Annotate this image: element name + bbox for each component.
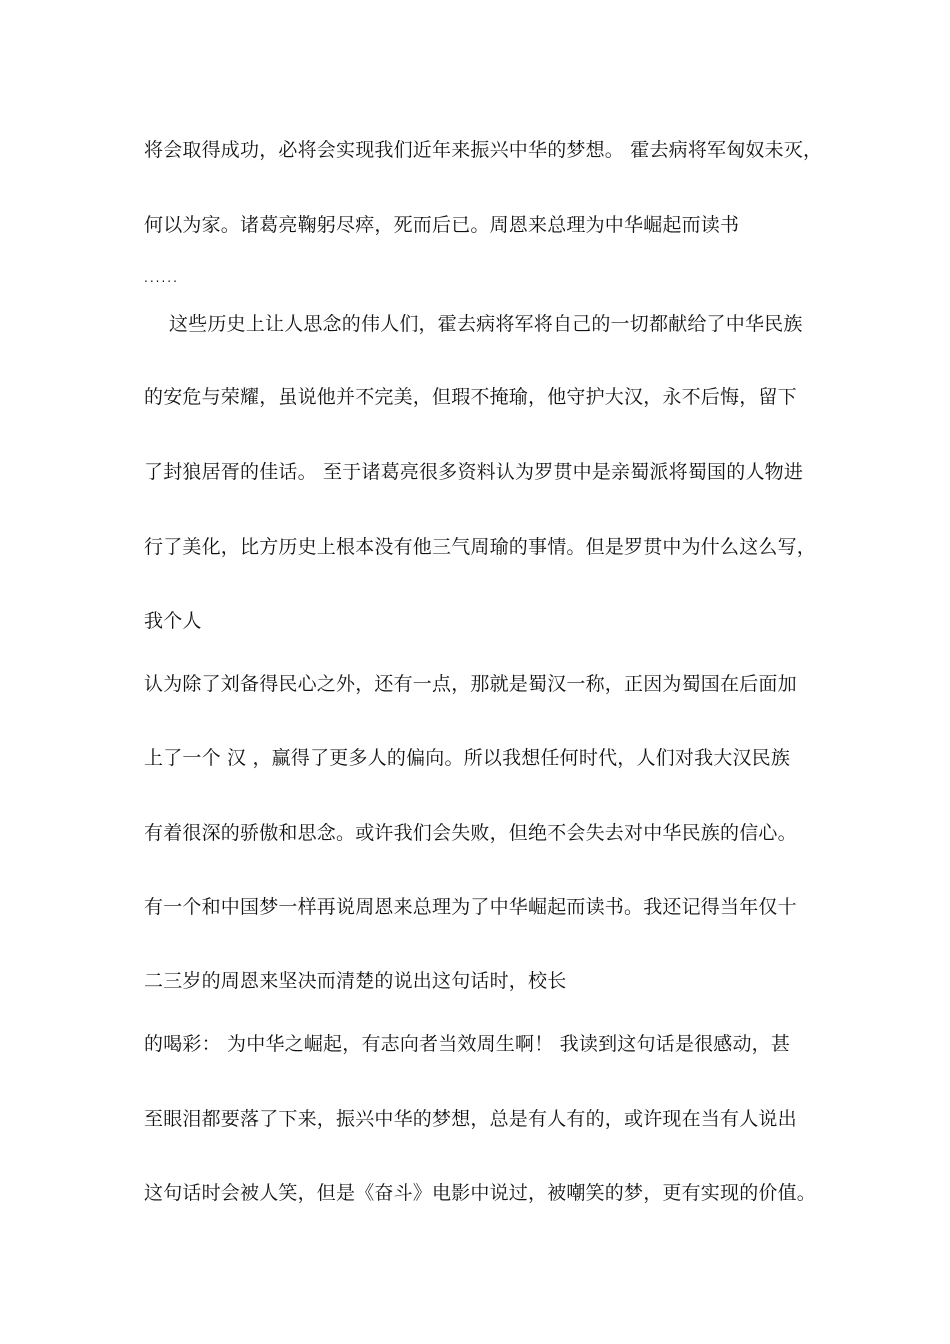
text-line-1: 将会取得成功，必将会实现我们近年来振兴中华的梦想。 霍去病将军匈奴未灭，	[144, 139, 823, 161]
text-line-16: 这句话时会被人笑，但是《奋斗》电影中说过，被嘲笑的梦，更有实现的价值。	[144, 1182, 817, 1204]
paragraph-start-line: 这些历史上让人思念的伟人们，霍去病将军将自己的一切都献给了中华民族	[144, 313, 803, 335]
text-line-5: 的安危与荣耀，虽说他并不完美，但瑕不掩瑜，他守护大汉，永不后悔，留下	[144, 386, 797, 408]
ellipsis-line: ......	[144, 271, 179, 285]
text-line-11: 有着很深的骄傲和思念。或许我们会失败，但绝不会失去对中华民族的信心。	[144, 822, 797, 844]
text-line-12: 有一个和中国梦一样再说周恩来总理为了中华崛起而读书。我还记得当年仅十	[144, 896, 797, 918]
text-line-9: 认为除了刘备得民心之外，还有一点，那就是蜀汉一称，正因为蜀国在后面加	[144, 673, 797, 695]
text-line-10: 上了一个 汉 ，赢得了更多人的偏向。所以我想任何时代，人们对我大汉民族	[144, 747, 791, 769]
text-line-8: 我个人	[144, 610, 202, 632]
text-line-7: 行了美化，比方历史上根本没有他三气周瑜的事情。但是罗贯中为什么这么写，	[144, 536, 817, 558]
text-line-13: 二三岁的周恩来坚决而清楚的说出这句话时，校长	[144, 970, 567, 992]
text-line-6: 了封狼居胥的佳话。 至于诸葛亮很多资料认为罗贯中是亲蜀派将蜀国的人物进	[144, 461, 804, 483]
text-line-15: 至眼泪都要落了下来，振兴中华的梦想，总是有人有的，或许现在当有人说出	[144, 1108, 797, 1130]
text-line-2: 何以为家。诸葛亮鞠躬尽瘁，死而后已。周恩来总理为中华崛起而读书	[144, 214, 740, 236]
text-line-14: 的喝彩： 为中华之崛起，有志向者当效周生啊！ 我读到这句话是很感动，甚	[144, 1033, 791, 1055]
